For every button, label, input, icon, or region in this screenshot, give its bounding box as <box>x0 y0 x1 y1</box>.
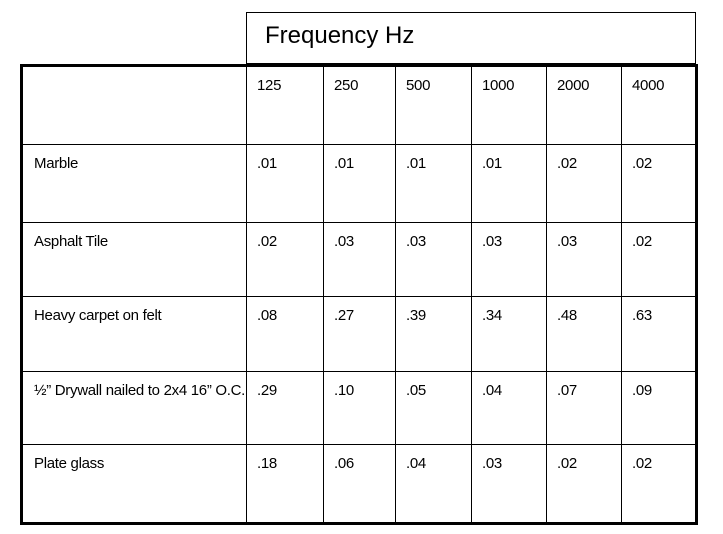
coefficient-cell: .63 <box>622 297 697 372</box>
coefficient-cell: .03 <box>547 223 622 297</box>
coefficient-cell: .09 <box>622 372 697 445</box>
coefficient-cell: .02 <box>622 223 697 297</box>
coefficient-cell: .05 <box>396 372 472 445</box>
frequency-header-title: Frequency Hz <box>265 22 415 49</box>
coefficient-cell: .02 <box>247 223 324 297</box>
table-row <box>22 372 697 445</box>
frequency-header-cell: 4000 <box>622 66 697 145</box>
material-name-cell: Marble <box>22 145 247 223</box>
coefficient-cell: .03 <box>396 223 472 297</box>
table-row <box>22 445 697 524</box>
material-name-cell: Heavy carpet on felt <box>22 297 247 372</box>
coefficient-cell: .02 <box>547 445 622 524</box>
coefficient-cell: .34 <box>472 297 547 372</box>
coefficient-cell: .08 <box>247 297 324 372</box>
material-name-cell: Asphalt Tile <box>22 223 247 297</box>
coefficient-cell: .07 <box>547 372 622 445</box>
coefficient-cell: .04 <box>472 372 547 445</box>
coefficient-cell: .48 <box>547 297 622 372</box>
frequency-header-box <box>246 12 696 64</box>
frequency-header-cell: 125 <box>247 66 324 145</box>
coefficient-cell: .39 <box>396 297 472 372</box>
frequency-header-cell: 500 <box>396 66 472 145</box>
coefficient-cell: .02 <box>622 145 697 223</box>
coefficient-cell: .27 <box>324 297 396 372</box>
material-name-cell: ½” Drywall nailed to 2x4 16” O.C. <box>22 372 247 445</box>
table-header-row <box>22 66 697 145</box>
coefficient-cell: .10 <box>324 372 396 445</box>
table-row <box>22 223 697 297</box>
coefficient-cell: .18 <box>247 445 324 524</box>
frequency-header-cell: 2000 <box>547 66 622 145</box>
coefficient-cell: .04 <box>396 445 472 524</box>
coefficient-cell: .29 <box>247 372 324 445</box>
frequency-header-cell: 1000 <box>472 66 547 145</box>
coefficient-cell: .03 <box>324 223 396 297</box>
coefficient-cell: .03 <box>472 445 547 524</box>
coefficient-cell: .01 <box>324 145 396 223</box>
absorption-coefficient-table <box>20 64 698 525</box>
coefficient-cell: .02 <box>547 145 622 223</box>
coefficient-cell: .03 <box>472 223 547 297</box>
header-corner-cell <box>22 66 247 145</box>
coefficient-cell: .02 <box>622 445 697 524</box>
coefficient-cell: .01 <box>396 145 472 223</box>
table-row <box>22 297 697 372</box>
coefficient-cell: .01 <box>472 145 547 223</box>
material-name-cell: Plate glass <box>22 445 247 524</box>
frequency-header-cell: 250 <box>324 66 396 145</box>
table-row <box>22 145 697 223</box>
coefficient-cell: .06 <box>324 445 396 524</box>
coefficient-cell: .01 <box>247 145 324 223</box>
